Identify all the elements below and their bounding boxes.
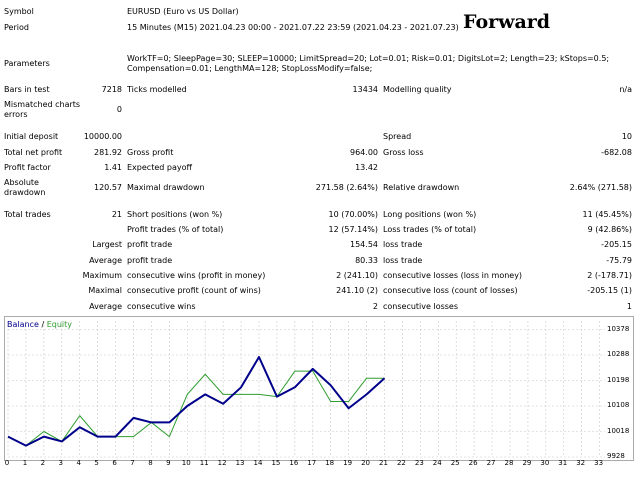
- avg-consec-wins-value: 2: [372, 302, 378, 311]
- y-tick-label: 10018: [607, 426, 630, 435]
- total-net-profit-value: 281.92: [94, 148, 122, 157]
- maximum-label: Maximum: [82, 271, 122, 280]
- avg-consec-losses-value: 1: [626, 302, 632, 311]
- absolute-drawdown-label: Absolute drawdown: [4, 178, 46, 197]
- x-tick-label: 13: [235, 459, 245, 467]
- loss-trades-value: 9 (42.86%): [587, 225, 632, 234]
- max-consec-losses-value: 2 (-178.71): [587, 271, 632, 280]
- legend-separator: /: [41, 320, 45, 329]
- max-consec-wins-value: 2 (241.10): [336, 271, 378, 280]
- balance-series-line: [8, 357, 384, 446]
- gross-loss-label: Gross loss: [383, 148, 424, 157]
- average-profit-label: profit trade: [127, 256, 173, 265]
- x-tick-label: 25: [450, 459, 460, 467]
- x-tick-label: 18: [325, 459, 335, 467]
- relative-drawdown-label: Relative drawdown: [383, 183, 460, 192]
- largest-label: Largest: [92, 240, 122, 249]
- legend-balance: Balance: [7, 320, 39, 329]
- ticks-modelled-value: 13434: [352, 85, 378, 94]
- max-consec-wins-label: consecutive wins (profit in money): [127, 271, 266, 280]
- x-tick-label: 21: [379, 459, 388, 467]
- ticks-modelled-label: Ticks modelled: [127, 85, 187, 94]
- short-positions-label: Short positions (won %): [127, 210, 223, 219]
- largest-loss-label: loss trade: [383, 240, 423, 249]
- legend-equity: Equity: [46, 320, 72, 329]
- period-label: Period: [4, 23, 29, 32]
- absolute-drawdown-value: 120.57: [94, 183, 122, 192]
- x-tick-label: 33: [594, 459, 604, 467]
- largest-loss-value: -205.15: [601, 240, 632, 249]
- maximal-label: Maximal: [88, 286, 122, 295]
- expected-payoff-value: 13.42: [355, 163, 378, 172]
- x-tick-label: 4: [76, 459, 81, 467]
- avg-consec-losses-label: consecutive losses: [383, 302, 459, 311]
- x-tick-label: 31: [558, 459, 568, 467]
- x-tick-label: 8: [148, 459, 153, 467]
- x-tick-label: 23: [414, 459, 424, 467]
- spread-value: 10: [621, 132, 632, 141]
- total-trades-label: Total trades: [4, 210, 51, 219]
- mismatched-value: 0: [116, 105, 122, 114]
- average-profit-value: 80.33: [355, 256, 378, 265]
- y-tick-label: 10288: [607, 350, 630, 358]
- average-label: Average: [89, 256, 122, 265]
- average-loss-label: loss trade: [383, 256, 423, 265]
- x-tick-label: 28: [504, 459, 514, 467]
- x-tick-label: 30: [540, 459, 550, 467]
- x-tick-label: 3: [58, 459, 64, 467]
- initial-deposit-value: 10000.00: [83, 132, 122, 141]
- spread-label: Spread: [383, 132, 412, 141]
- parameters-value: WorkTF=0; SleepPage=30; SLEEP=10000; LimitSpread=20; Lot=0.01; Risk=0.01; DigitsLot=2; Length=23; kStops=0.5; Compensation=0.01; LengthMA=128; StopLossModify=false;: [127, 54, 610, 73]
- max-consec-losses-label: consecutive losses (loss in money): [383, 271, 523, 280]
- symbol-value: EURUSD (Euro vs US Dollar): [127, 7, 239, 16]
- x-tick-label: 24: [432, 459, 442, 467]
- x-tick-label: 17: [307, 459, 317, 467]
- total-net-profit-label: Total net profit: [4, 148, 63, 157]
- maximal-consec-loss-label: consecutive loss (count of losses): [383, 286, 518, 295]
- x-tick-label: 20: [361, 459, 371, 467]
- maximal-consec-loss-value: -205.15 (1): [587, 286, 632, 295]
- x-tick-label: 6: [112, 459, 117, 467]
- loss-trades-label: Loss trades (% of total): [383, 225, 477, 234]
- avg-consec-wins-label: consecutive wins: [127, 302, 196, 311]
- maximal-consec-profit-label: consecutive profit (count of wins): [127, 286, 261, 295]
- gross-loss-value: -682.08: [601, 148, 632, 157]
- x-tick-label: 22: [396, 459, 406, 467]
- gross-profit-label: Gross profit: [127, 148, 174, 157]
- initial-deposit-label: Initial deposit: [4, 132, 59, 141]
- x-tick-label: 16: [289, 459, 299, 467]
- x-tick-label: 1: [22, 459, 28, 467]
- mismatched-label: Mismatched charts errors: [4, 100, 81, 119]
- y-tick-label: 10198: [607, 375, 630, 384]
- period-value: 15 Minutes (M15) 2021.04.23 00:00 - 2021.07.22 23:59 (2021.04.23 - 2021.07.23): [127, 23, 459, 32]
- bars-in-test-value: 7218: [101, 85, 122, 94]
- y-tick-label: 10108: [607, 401, 630, 409]
- parameters-label: Parameters: [4, 59, 50, 68]
- profit-factor-value: 1.41: [104, 163, 122, 172]
- x-tick-label: 7: [130, 459, 135, 467]
- symbol-label: Symbol: [4, 7, 34, 16]
- x-tick-label: 14: [253, 459, 263, 467]
- x-tick-label: 9: [166, 459, 171, 467]
- balance-equity-chart: [4, 316, 634, 461]
- y-tick-label: 9928: [607, 452, 625, 460]
- x-tick-label: 12: [217, 459, 227, 467]
- profit-trades-label: Profit trades (% of total): [127, 225, 224, 234]
- x-tick-label: 15: [271, 459, 281, 467]
- maximal-drawdown-label: Maximal drawdown: [127, 183, 205, 192]
- x-tick-label: 0: [4, 459, 10, 467]
- chart-plot: [5, 317, 633, 460]
- average-loss-value: -75.79: [606, 256, 632, 265]
- largest-profit-label: profit trade: [127, 240, 173, 249]
- modelling-quality-value: n/a: [619, 85, 632, 94]
- bars-in-test-label: Bars in test: [4, 85, 50, 94]
- gross-profit-value: 964.00: [350, 148, 378, 157]
- total-trades-value: 21: [111, 210, 122, 219]
- relative-drawdown-value: 2.64% (271.58): [569, 183, 632, 192]
- modelling-quality-label: Modelling quality: [383, 85, 452, 94]
- long-positions-label: Long positions (won %): [383, 210, 477, 219]
- profit-trades-value: 12 (57.14%): [328, 225, 378, 234]
- x-tick-label: 26: [468, 459, 478, 467]
- expected-payoff-label: Expected payoff: [127, 163, 192, 172]
- forward-label: Forward: [463, 11, 551, 33]
- x-tick-label: 10: [181, 459, 191, 467]
- x-tick-label: 5: [94, 459, 99, 467]
- largest-profit-value: 154.54: [350, 240, 378, 249]
- profit-factor-label: Profit factor: [4, 163, 51, 172]
- average-consec-label: Average: [89, 302, 122, 311]
- x-tick-label: 29: [522, 459, 532, 467]
- long-positions-value: 11 (45.45%): [582, 210, 632, 219]
- x-tick-label: 27: [486, 459, 496, 467]
- short-positions-value: 10 (70.00%): [328, 210, 378, 219]
- maximal-drawdown-value: 271.58 (2.64%): [315, 183, 378, 192]
- x-tick-label: 19: [343, 459, 353, 467]
- chart-legend: [7, 320, 72, 329]
- y-tick-label: 10378: [607, 324, 630, 333]
- x-tick-label: 2: [40, 459, 46, 467]
- x-tick-label: 32: [576, 459, 586, 467]
- maximal-consec-profit-value: 241.10 (2): [336, 286, 378, 295]
- x-tick-label: 11: [199, 459, 209, 467]
